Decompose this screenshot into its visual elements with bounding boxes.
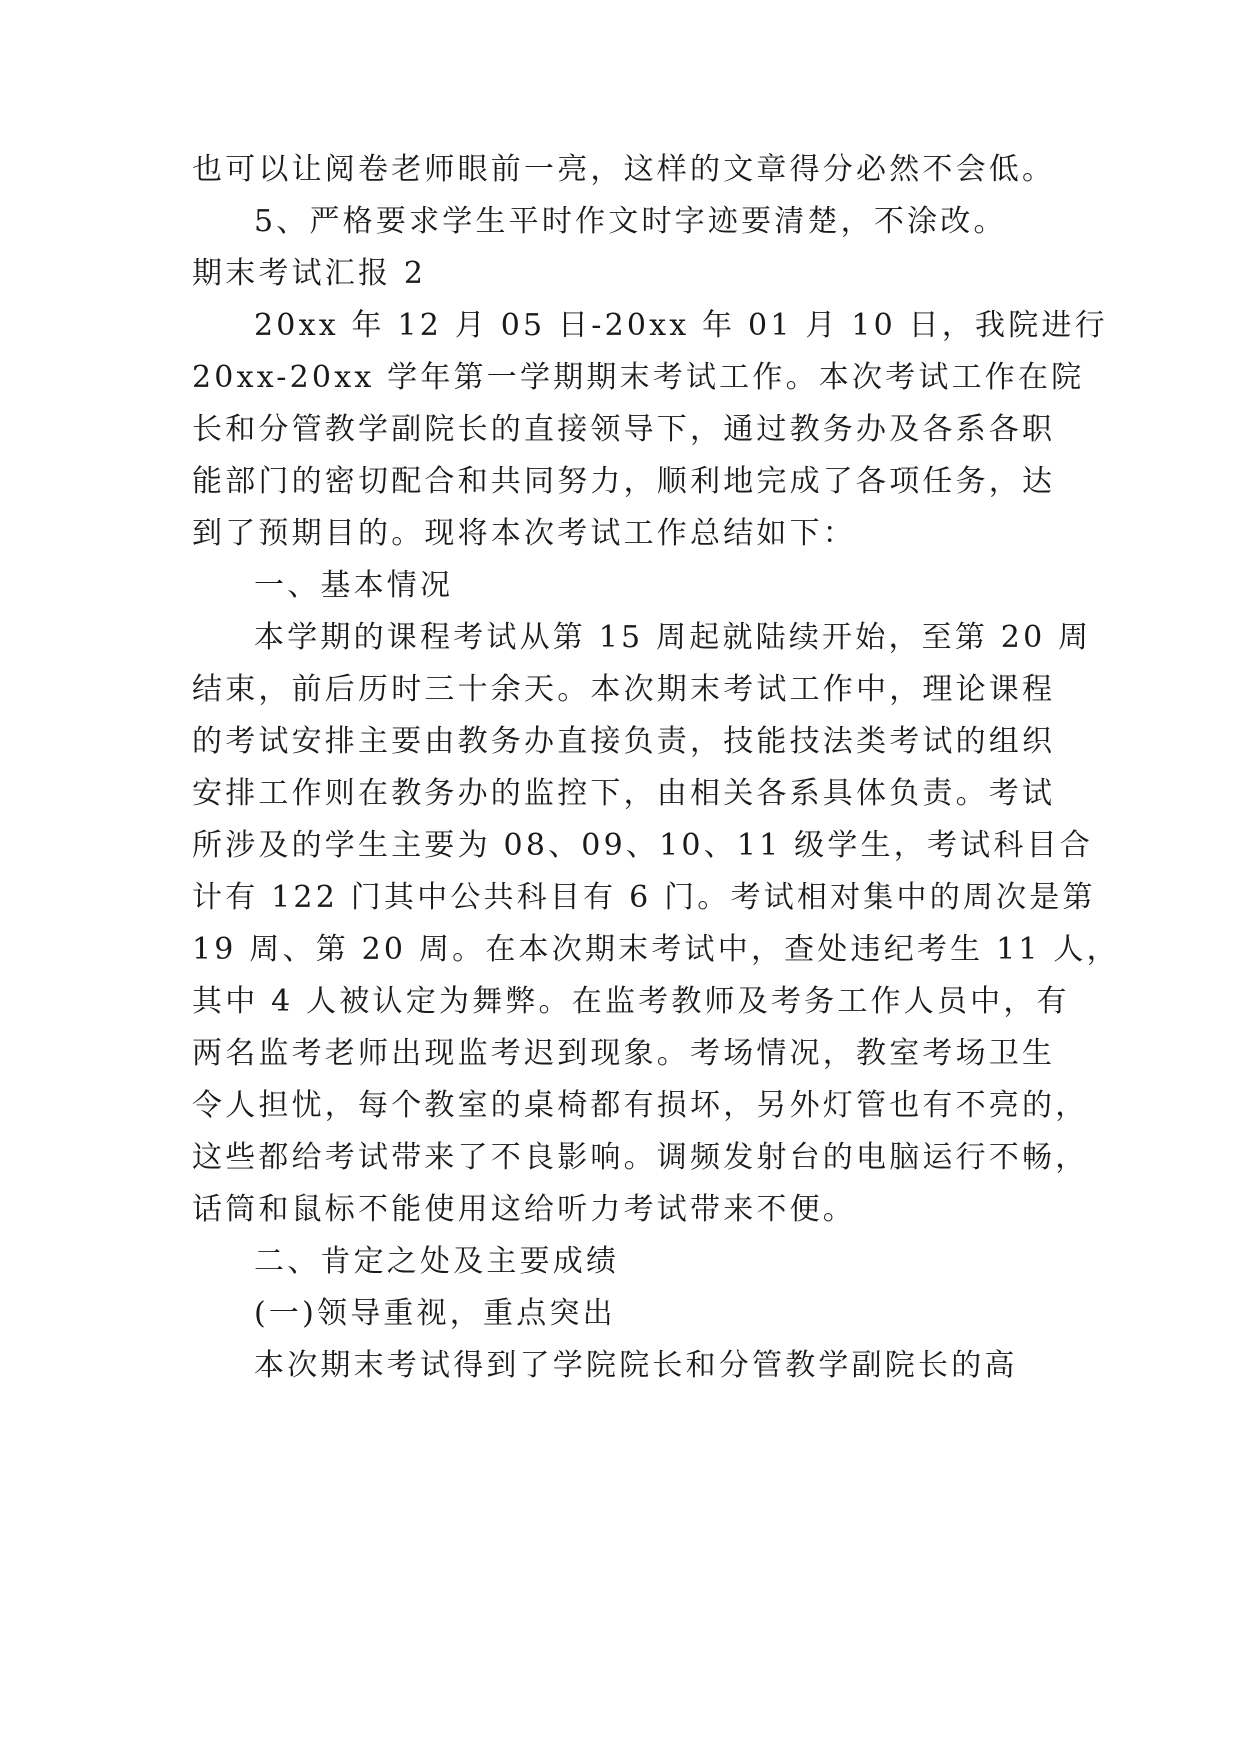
paragraph-line: 安排工作则在教务办的监控下，由相关各系具体负责。考试 — [192, 776, 1056, 811]
section-heading: 一、基本情况 — [254, 568, 454, 603]
paragraph-line: 到了预期目的。现将本次考试工作总结如下： — [192, 516, 856, 551]
paragraph-line: 其中 4 人被认定为舞弊。在监考教师及考务工作人员中，有 — [192, 984, 1070, 1019]
paragraph-line: 结束，前后历时三十余天。本次期末考试工作中，理论课程 — [192, 672, 1056, 707]
paragraph-line: 两名监考老师出现监考迟到现象。考场情况，教室考场卫生 — [192, 1036, 1056, 1071]
paragraph-line: 的考试安排主要由教务办直接负责，技能技法类考试的组织 — [192, 724, 1056, 759]
paragraph-line: 19 周、第 20 周。在本次期末考试中，查处违纪考生 11 人， — [192, 932, 1120, 967]
paragraph-line: 这些都给考试带来了不良影响。调频发射台的电脑运行不畅， — [192, 1140, 1089, 1175]
subsection-heading: (一)领导重视，重点突出 — [254, 1296, 616, 1331]
paragraph-line: 5、严格要求学生平时作文时字迹要清楚，不涂改。 — [254, 204, 1007, 239]
section-heading: 二、肯定之处及主要成绩 — [254, 1244, 620, 1279]
section-title: 期末考试汇报 2 — [192, 256, 427, 291]
paragraph-line: 能部门的密切配合和共同努力，顺利地完成了各项任务，达 — [192, 464, 1056, 499]
paragraph-line: 长和分管教学副院长的直接领导下，通过教务办及各系各职 — [192, 412, 1056, 447]
paragraph-line: 计有 122 门其中公共科目有 6 门。考试相对集中的周次是第 — [192, 880, 1096, 915]
paragraph-line: 所涉及的学生主要为 08、09、10、11 级学生，考试科目合 — [192, 828, 1093, 863]
paragraph-line: 本次期末考试得到了学院院长和分管教学副院长的高 — [254, 1348, 1018, 1383]
paragraph-line: 本学期的课程考试从第 15 周起就陆续开始，至第 20 周 — [254, 620, 1092, 655]
paragraph-line: 20xx-20xx 学年第一学期期末考试工作。本次考试工作在院 — [192, 360, 1085, 395]
paragraph-line: 令人担忧，每个教室的桌椅都有损坏，另外灯管也有不亮的， — [192, 1088, 1089, 1123]
paragraph-line: 20xx 年 12 月 05 日-20xx 年 01 月 10 日，我院进行 — [254, 308, 1108, 343]
paragraph-line: 话筒和鼠标不能使用这给听力考试带来不便。 — [192, 1192, 856, 1227]
paragraph-line: 也可以让阅卷老师眼前一亮，这样的文章得分必然不会低。 — [192, 152, 1056, 187]
